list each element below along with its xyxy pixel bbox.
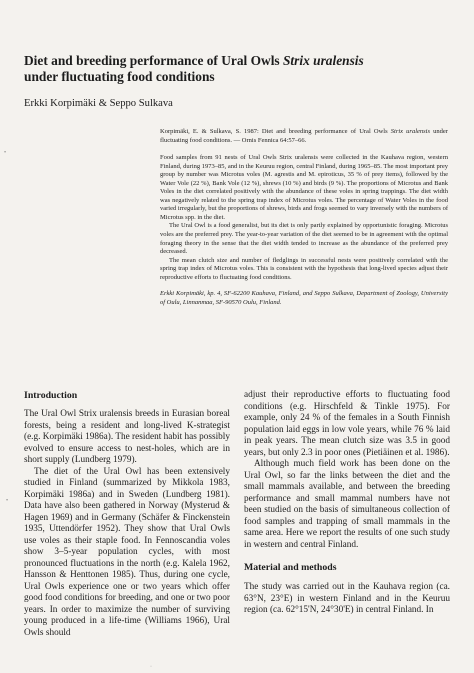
introduction-paragraph-2: The diet of the Ural Owl has been extensively studied in Finland (summarized by Mikkola 1983, Korpimäki 1986a) and in Sweden (Lundberg 1981). Data have also been gathered in Norway (Mysterud & Hagen 1969) and in Germany (Schäfer & Finckenstein 1935, Uttendörfer 1952). They show that Ural Owls use voles as their staple food. In Fennoscandia voles show 3–5-year population cycles, with most pronounced fluctuations in the north (e.g. Kalela 1962, Hansson & Henttonen 1985). Thus, during one cycle, Ural Owls experience one or two years which offer good food conditions for breeding, and one or two poor years. In order to maximize the number of surviving young produced in a life-time (Williams 1966), Ural Owls should [24,466,230,638]
citation-species: Strix uralensis [390,128,431,135]
scan-speck: • [4,150,7,156]
scan-speck: · [150,664,152,670]
citation-rest: under fluctuating food conditions. — Ornis Fennica 64:57–66. [160,128,448,144]
methods-paragraph-1: The study was carried out in the Kauhava region (ca. 63°N, 23°E) in western Finland and in the Keuruu region (ca. 62°15'N, 24°30'E) in central Finland. In [244,582,450,615]
abstract-paragraph-3: The mean clutch size and number of fledglings in successful nests were positively correlated with the spring trap index of Microtus voles. This is consistent with the hypothesis that long-lived species adjust their reproductive efforts to fluctuating food conditions. [160,256,448,281]
author-address: Erkki Korpimäki, kp. 4, SF-62200 Kauhava, Finland, and Seppo Sulkava, Department of Zoology, University of Oulu, Linnanmaa, SF-90570 Oulu, Finland. [160,290,448,306]
abstract-block [160,128,448,307]
introduction-paragraph-1: The Ural Owl Strix uralensis breeds in Eurasian boreal forests, being a resident and long-lived K-strategist (e.g. Korpimäki 1986a). The resident habit has possibly evolved to ensure access to nest-holes, which are in short supply (Lundberg 1979). [24,409,230,465]
introduction-paragraph-3: adjust their reproductive efforts to fluctuating food conditions (e.g. Hirschfeld & Tinkle 1975). For example, only 24 % of the females in a South Finnish population laid eggs in low vole years, while 76 % laid in peak years. The mean clutch size was 3.5 in good years, but only 2.3 in poor ones (Pietiäinen et al. 1986). [244,390,450,458]
methods-heading: Material and methods [244,562,337,573]
abstract-paragraph-2: The Ural Owl is a food generalist, but its diet is only partly explained by opportunistic foraging. Microtus voles are the preferred prey. The year-to-year variation of the diet seemed to be in agreement with the optimal foraging theory in the sense that the diet width tended to increase as the abundance of the preferred prey decreased. [160,222,448,256]
abstract-citation [160,128,448,145]
right-column [244,390,450,617]
title-line-2: under fluctuating food conditions [24,69,215,84]
title-species: Strix uralensis [282,53,364,68]
left-column [24,390,230,639]
article-authors: Erkki Korpimäki & Seppo Sulkava [24,98,173,109]
introduction-heading: Introduction [24,390,78,401]
scan-speck: • [6,498,9,504]
citation-authors: Korpimäki, E. & Sulkava, S. 1987: Diet and breeding performance of Ural Owls [160,128,391,135]
introduction-paragraph-4: Although much field work has been done on the Ural Owl, so far the links between the diet and the small mammals available, and between the breeding performance and small mammal numbers have not been studied on the basis of simultaneous collection of food samples and trapping of small mammals in the same area. Here we report the results of one such study in western and central Finland. [244,459,450,550]
abstract-paragraph-1: Food samples from 91 nests of Ural Owls Strix uralensis were collected in the Kauhava region, western Finland, during 1973–85, and in the Keuruu region, central Finland, during 1965–85. The most important prey group by number was Microtus voles (M. agrestis and M. epiroticus, 35 % of prey items), followed by the Water Vole (22 %), Bank Vole (12 %), shrews (10 %) and birds (9 %). The proportions of Microtus and Bank Voles in the diet correlated positively with the abundance of these voles in spring trappings. The diet width was negatively related to the spring trap index of Microtus voles. The percentage of Water Voles in the food varied irregularly, but the proportions of shrews, birds and frogs seemed to vary inversely with the numbers of Microtus spp. in the diet. [160,154,448,221]
article-title [24,53,454,85]
title-line-1: Diet and breeding performance of Ural Owls [24,53,283,68]
